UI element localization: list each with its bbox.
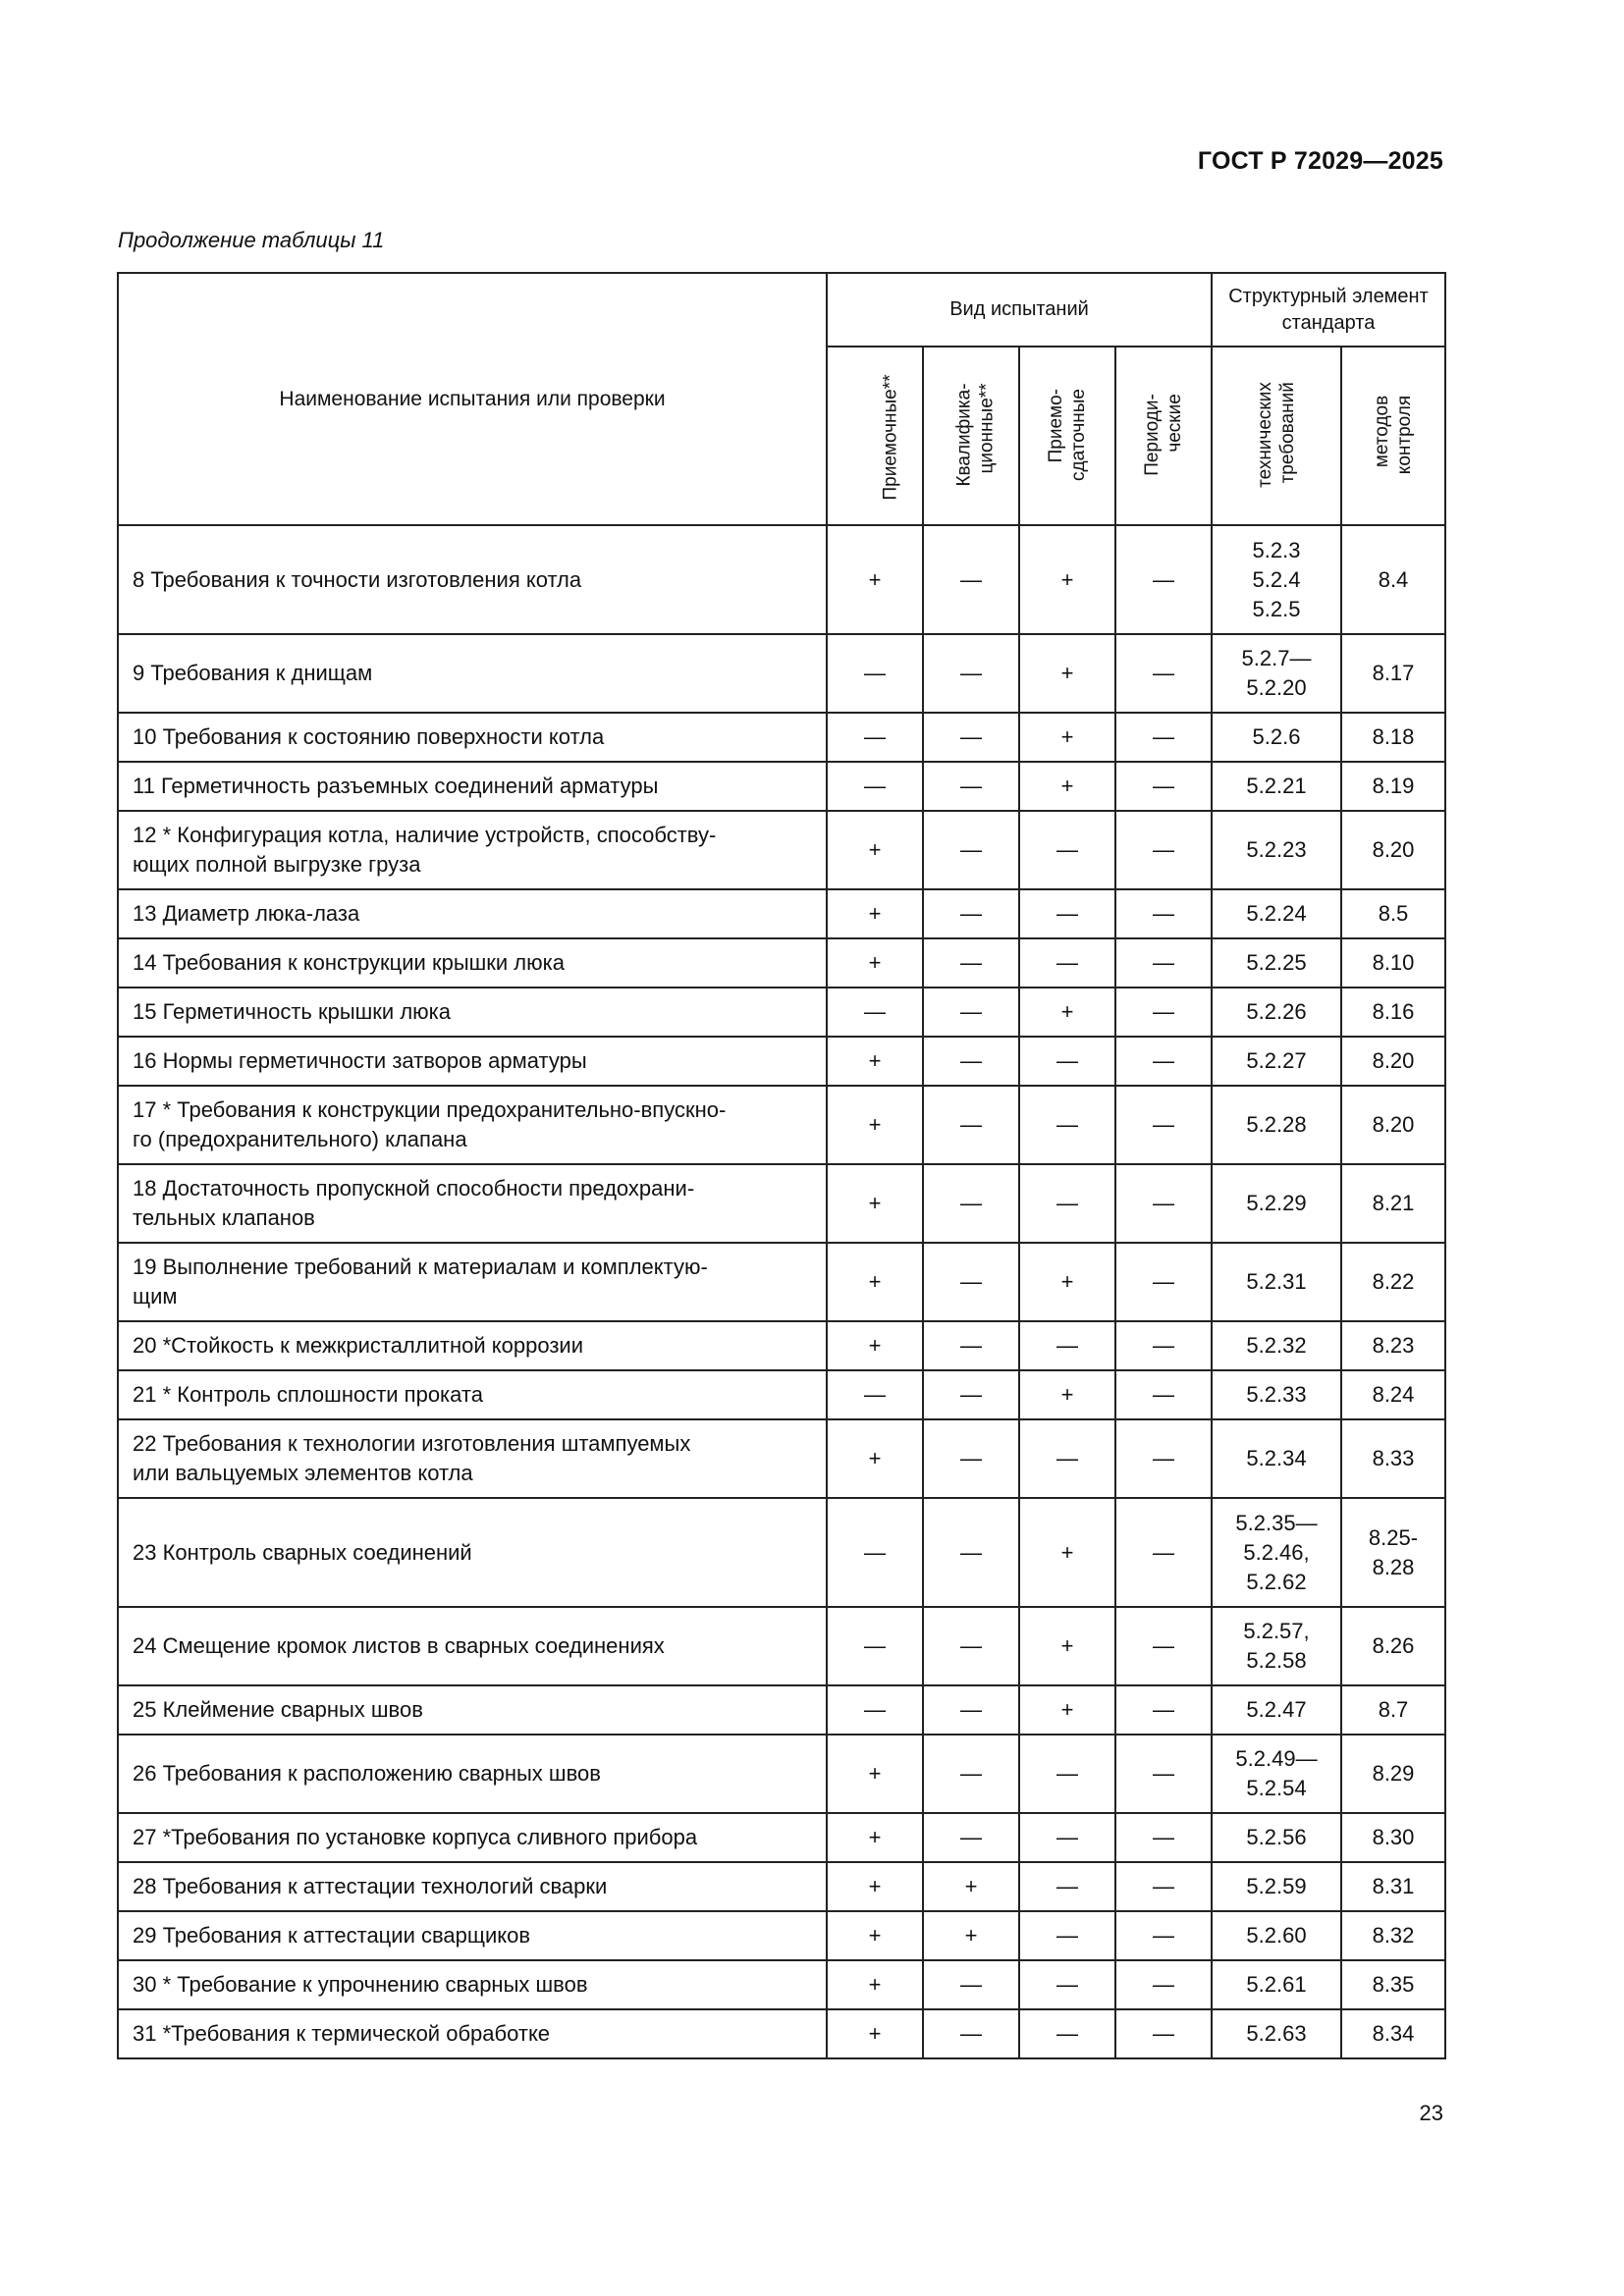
acceptance-mark: + [827, 889, 923, 938]
delivery-mark: — [1019, 1960, 1115, 2009]
tech-requirement-ref: 5.2.27 [1212, 1037, 1341, 1086]
tech-requirement-ref: 5.2.6 [1212, 713, 1341, 762]
qualification-mark: — [923, 1498, 1019, 1607]
periodic-mark: — [1115, 1164, 1212, 1243]
control-method-ref: 8.4 [1341, 525, 1445, 634]
periodic-mark: — [1115, 762, 1212, 811]
table-row [118, 525, 1445, 634]
table-row [118, 1960, 1445, 2009]
qualification-mark: — [923, 1419, 1019, 1498]
qualification-mark: — [923, 1960, 1019, 2009]
table-row [118, 1321, 1445, 1370]
control-method-ref: 8.23 [1341, 1321, 1445, 1370]
acceptance-mark: + [827, 1862, 923, 1911]
acceptance-mark: + [827, 1086, 923, 1164]
delivery-mark: + [1019, 1498, 1115, 1607]
table-row [118, 762, 1445, 811]
control-method-ref: 8.20 [1341, 1086, 1445, 1164]
column-header-periodic: Периоди- ческие [1115, 347, 1212, 525]
acceptance-mark: — [827, 1370, 923, 1419]
qualification-mark: — [923, 811, 1019, 889]
table-row [118, 1685, 1445, 1735]
acceptance-mark: + [827, 1960, 923, 2009]
column-header-tech-requirements: технических требований [1212, 347, 1341, 525]
acceptance-mark: + [827, 1419, 923, 1498]
delivery-mark: + [1019, 1370, 1115, 1419]
qualification-mark: — [923, 762, 1019, 811]
acceptance-mark: + [827, 1911, 923, 1960]
periodic-mark: — [1115, 1607, 1212, 1685]
group-header-test-type: Вид испытаний [827, 273, 1212, 347]
periodic-mark: — [1115, 634, 1212, 713]
control-method-ref: 8.20 [1341, 811, 1445, 889]
acceptance-mark: — [827, 1685, 923, 1735]
acceptance-mark: + [827, 938, 923, 988]
delivery-mark: — [1019, 1086, 1115, 1164]
acceptance-mark: + [827, 811, 923, 889]
tech-requirement-ref: 5.2.24 [1212, 889, 1341, 938]
test-name-cell: 22 Требования к технологии изготовления штампуемых или вальцуемых элементов котла [118, 1419, 827, 1498]
acceptance-mark: — [827, 713, 923, 762]
test-name-cell: 30 * Требование к упрочнению сварных швов [118, 1960, 827, 2009]
acceptance-mark: + [827, 1243, 923, 1321]
delivery-mark: + [1019, 1607, 1115, 1685]
qualification-mark: + [923, 1911, 1019, 1960]
qualification-mark: — [923, 938, 1019, 988]
delivery-mark: + [1019, 525, 1115, 634]
table-row [118, 889, 1445, 938]
periodic-mark: — [1115, 988, 1212, 1037]
acceptance-mark: + [827, 1735, 923, 1813]
periodic-mark: — [1115, 938, 1212, 988]
page-number: 23 [1419, 2101, 1443, 2125]
acceptance-mark: + [827, 1321, 923, 1370]
qualification-mark: — [923, 1086, 1019, 1164]
delivery-mark: + [1019, 634, 1115, 713]
document-code: ГОСТ Р 72029—2025 [1197, 147, 1443, 175]
tech-requirement-ref: 5.2.60 [1212, 1911, 1341, 1960]
control-method-ref: 8.7 [1341, 1685, 1445, 1735]
column-header-delivery: Приемо- сдаточные [1019, 347, 1115, 525]
table-row [118, 713, 1445, 762]
test-name-cell: 25 Клеймение сварных швов [118, 1685, 827, 1735]
control-method-ref: 8.5 [1341, 889, 1445, 938]
table-row [118, 1813, 1445, 1862]
control-method-ref: 8.33 [1341, 1419, 1445, 1498]
tech-requirement-ref: 5.2.35— 5.2.46, 5.2.62 [1212, 1498, 1341, 1607]
table-row [118, 1862, 1445, 1911]
test-name-cell: 10 Требования к состоянию поверхности котла [118, 713, 827, 762]
test-name-cell: 26 Требования к расположению сварных швов [118, 1735, 827, 1813]
periodic-mark: — [1115, 1419, 1212, 1498]
table-row [118, 2009, 1445, 2058]
periodic-mark: — [1115, 2009, 1212, 2058]
test-name-cell: 20 *Стойкость к межкристаллитной коррозии [118, 1321, 827, 1370]
table-row [118, 1735, 1445, 1813]
qualification-mark: — [923, 2009, 1019, 2058]
acceptance-mark: + [827, 1164, 923, 1243]
qualification-mark: — [923, 1037, 1019, 1086]
test-name-cell: 31 *Требования к термической обработке [118, 2009, 827, 2058]
delivery-mark: — [1019, 1164, 1115, 1243]
tech-requirement-ref: 5.2.23 [1212, 811, 1341, 889]
periodic-mark: — [1115, 1321, 1212, 1370]
control-method-ref: 8.30 [1341, 1813, 1445, 1862]
qualification-mark: — [923, 889, 1019, 938]
control-method-ref: 8.35 [1341, 1960, 1445, 2009]
delivery-mark: + [1019, 988, 1115, 1037]
control-method-ref: 8.32 [1341, 1911, 1445, 1960]
periodic-mark: — [1115, 1243, 1212, 1321]
tech-requirement-ref: 5.2.59 [1212, 1862, 1341, 1911]
delivery-mark: — [1019, 811, 1115, 889]
table-row [118, 1164, 1445, 1243]
test-name-cell: 29 Требования к аттестации сварщиков [118, 1911, 827, 1960]
test-name-cell: 12 * Конфигурация котла, наличие устройств, способству- ющих полной выгрузке груза [118, 811, 827, 889]
delivery-mark: — [1019, 938, 1115, 988]
periodic-mark: — [1115, 1911, 1212, 1960]
acceptance-mark: + [827, 1813, 923, 1862]
delivery-mark: — [1019, 1911, 1115, 1960]
qualification-mark: + [923, 1862, 1019, 1911]
periodic-mark: — [1115, 1813, 1212, 1862]
control-method-ref: 8.22 [1341, 1243, 1445, 1321]
control-method-ref: 8.26 [1341, 1607, 1445, 1685]
tech-requirement-ref: 5.2.47 [1212, 1685, 1341, 1735]
tech-requirement-ref: 5.2.21 [1212, 762, 1341, 811]
control-method-ref: 8.25- 8.28 [1341, 1498, 1445, 1607]
tech-requirement-ref: 5.2.49— 5.2.54 [1212, 1735, 1341, 1813]
delivery-mark: + [1019, 1243, 1115, 1321]
control-method-ref: 8.10 [1341, 938, 1445, 988]
control-method-ref: 8.17 [1341, 634, 1445, 713]
delivery-mark: — [1019, 1813, 1115, 1862]
qualification-mark: — [923, 1607, 1019, 1685]
tests-table [117, 272, 1446, 2059]
periodic-mark: — [1115, 1370, 1212, 1419]
table-row [118, 938, 1445, 988]
test-name-cell: 14 Требования к конструкции крышки люка [118, 938, 827, 988]
tech-requirement-ref: 5.2.33 [1212, 1370, 1341, 1419]
tech-requirement-ref: 5.2.56 [1212, 1813, 1341, 1862]
delivery-mark: — [1019, 1037, 1115, 1086]
delivery-mark: — [1019, 1862, 1115, 1911]
qualification-mark: — [923, 1813, 1019, 1862]
qualification-mark: — [923, 1164, 1019, 1243]
test-name-cell: 21 * Контроль сплошности проката [118, 1370, 827, 1419]
tech-requirement-ref: 5.2.34 [1212, 1419, 1341, 1498]
tech-requirement-ref: 5.2.28 [1212, 1086, 1341, 1164]
test-name-cell: 28 Требования к аттестации технологий сварки [118, 1862, 827, 1911]
control-method-ref: 8.34 [1341, 2009, 1445, 2058]
qualification-mark: — [923, 988, 1019, 1037]
tech-requirement-ref: 5.2.63 [1212, 2009, 1341, 2058]
test-name-cell: 18 Достаточность пропускной способности предохрани- тельных клапанов [118, 1164, 827, 1243]
acceptance-mark: — [827, 988, 923, 1037]
table-row [118, 634, 1445, 713]
table-row [118, 1037, 1445, 1086]
column-header-acceptance: Приемочные** [827, 347, 923, 525]
periodic-mark: — [1115, 713, 1212, 762]
delivery-mark: + [1019, 762, 1115, 811]
test-name-cell: 17 * Требования к конструкции предохранительно-впускно- го (предохранительного) клапана [118, 1086, 827, 1164]
acceptance-mark: — [827, 1498, 923, 1607]
test-name-cell: 8 Требования к точности изготовления котла [118, 525, 827, 634]
control-method-ref: 8.21 [1341, 1164, 1445, 1243]
periodic-mark: — [1115, 1685, 1212, 1735]
tech-requirement-ref: 5.2.31 [1212, 1243, 1341, 1321]
column-header-qualification: Квалифика- ционные** [923, 347, 1019, 525]
control-method-ref: 8.20 [1341, 1037, 1445, 1086]
tech-requirement-ref: 5.2.3 5.2.4 5.2.5 [1212, 525, 1341, 634]
qualification-mark: — [923, 634, 1019, 713]
test-name-cell: 19 Выполнение требований к материалам и комплектую- щим [118, 1243, 827, 1321]
delivery-mark: — [1019, 889, 1115, 938]
delivery-mark: — [1019, 1321, 1115, 1370]
table-row [118, 811, 1445, 889]
delivery-mark: + [1019, 713, 1115, 762]
tech-requirement-ref: 5.2.26 [1212, 988, 1341, 1037]
delivery-mark: — [1019, 1419, 1115, 1498]
acceptance-mark: — [827, 634, 923, 713]
qualification-mark: — [923, 1370, 1019, 1419]
periodic-mark: — [1115, 889, 1212, 938]
table-row [118, 1911, 1445, 1960]
periodic-mark: — [1115, 1037, 1212, 1086]
test-name-cell: 24 Смещение кромок листов в сварных соединениях [118, 1607, 827, 1685]
qualification-mark: — [923, 1685, 1019, 1735]
periodic-mark: — [1115, 1862, 1212, 1911]
periodic-mark: — [1115, 1960, 1212, 2009]
acceptance-mark: + [827, 1037, 923, 1086]
test-name-cell: 13 Диаметр люка-лаза [118, 889, 827, 938]
table-row [118, 988, 1445, 1037]
table-row [118, 1086, 1445, 1164]
table-row [118, 1243, 1445, 1321]
acceptance-mark: + [827, 525, 923, 634]
acceptance-mark: — [827, 1607, 923, 1685]
control-method-ref: 8.31 [1341, 1862, 1445, 1911]
qualification-mark: — [923, 1735, 1019, 1813]
periodic-mark: — [1115, 1498, 1212, 1607]
test-name-cell: 11 Герметичность разъемных соединений арматуры [118, 762, 827, 811]
delivery-mark: — [1019, 1735, 1115, 1813]
tech-requirement-ref: 5.2.57, 5.2.58 [1212, 1607, 1341, 1685]
table-row [118, 1370, 1445, 1419]
periodic-mark: — [1115, 525, 1212, 634]
control-method-ref: 8.16 [1341, 988, 1445, 1037]
test-name-cell: 27 *Требования по установке корпуса сливного прибора [118, 1813, 827, 1862]
tech-requirement-ref: 5.2.32 [1212, 1321, 1341, 1370]
tech-requirement-ref: 5.2.25 [1212, 938, 1341, 988]
column-header-control-methods: методов контроля [1341, 347, 1445, 525]
delivery-mark: — [1019, 2009, 1115, 2058]
control-method-ref: 8.24 [1341, 1370, 1445, 1419]
qualification-mark: — [923, 1243, 1019, 1321]
column-header-name: Наименование испытания или проверки [118, 273, 827, 525]
delivery-mark: + [1019, 1685, 1115, 1735]
qualification-mark: — [923, 713, 1019, 762]
test-name-cell: 23 Контроль сварных соединений [118, 1498, 827, 1607]
periodic-mark: — [1115, 1735, 1212, 1813]
periodic-mark: — [1115, 1086, 1212, 1164]
test-name-cell: 16 Нормы герметичности затворов арматуры [118, 1037, 827, 1086]
table-row [118, 1498, 1445, 1607]
table-row [118, 1607, 1445, 1685]
acceptance-mark: + [827, 2009, 923, 2058]
table-row [118, 1419, 1445, 1498]
qualification-mark: — [923, 525, 1019, 634]
test-name-cell: 15 Герметичность крышки люка [118, 988, 827, 1037]
tech-requirement-ref: 5.2.61 [1212, 1960, 1341, 2009]
test-name-cell: 9 Требования к днищам [118, 634, 827, 713]
acceptance-mark: — [827, 762, 923, 811]
periodic-mark: — [1115, 811, 1212, 889]
control-method-ref: 8.29 [1341, 1735, 1445, 1813]
control-method-ref: 8.18 [1341, 713, 1445, 762]
tech-requirement-ref: 5.2.7— 5.2.20 [1212, 634, 1341, 713]
tech-requirement-ref: 5.2.29 [1212, 1164, 1341, 1243]
group-header-struct-element: Структурный элемент стандарта [1212, 273, 1445, 347]
control-method-ref: 8.19 [1341, 762, 1445, 811]
qualification-mark: — [923, 1321, 1019, 1370]
table-caption: Продолжение таблицы 11 [118, 228, 385, 252]
